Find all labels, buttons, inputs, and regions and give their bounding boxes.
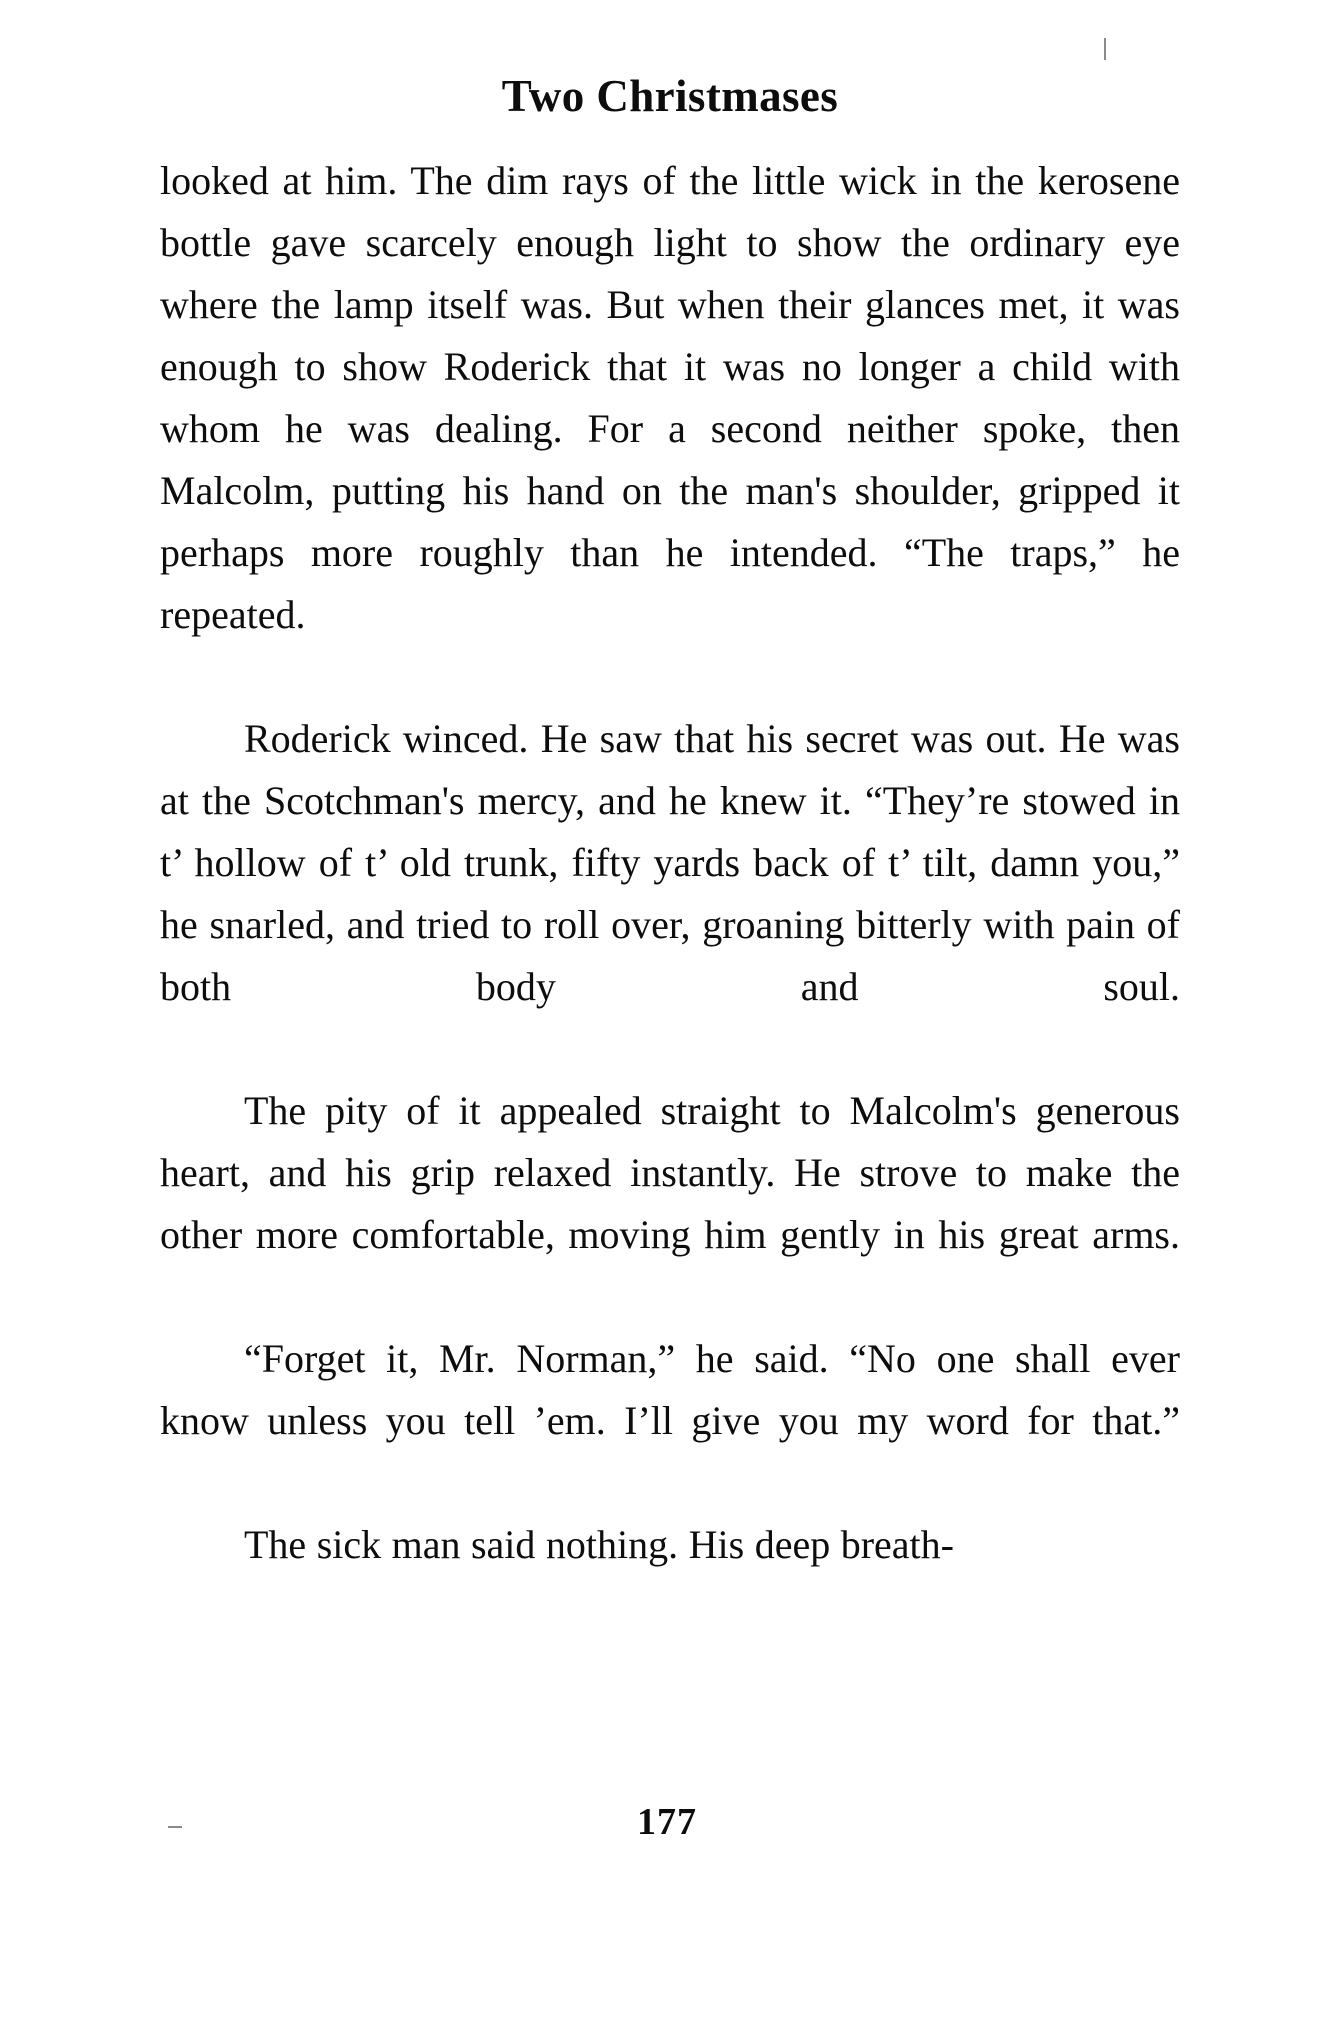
- running-head: Two Christmases: [501, 71, 839, 121]
- text-block: [160, 70, 1180, 1576]
- page-number: 177: [637, 1801, 697, 1843]
- paragraph-3: The pity of it appealed straight to Malcolm's generous heart, and his grip relaxed instantly. He strove to make the other more comfortable, moving him gently in his great arms.: [160, 1088, 1180, 1257]
- paragraph-2: Roderick winced. He saw that his secret was out. He was at the Scotchman's mercy, and he knew it. “They’re stowed in t’ hollow of t’ old trunk, fifty yards back of t’ tilt, damn you,” he snarled, and tried to roll over, groaning bitterly with pain of both body and soul.: [160, 716, 1180, 1009]
- paragraph-1: looked at him. The dim rays of the little wick in the kerosene bottle gave scarcely enough light to show the ordinary eye where the lamp itself was. But when their glances met, it was enough to show Roderick that it was no longer a child with whom he was dealing. For a second neither spoke, then Malcolm, putting his hand on the man's shoulder, gripped it perhaps more roughly than he intended. “The traps,” he repeated.: [160, 158, 1180, 637]
- body-text: [160, 150, 1180, 1576]
- paragraph-5: The sick man said nothing. His deep breath-: [244, 1522, 954, 1567]
- paragraph-4: “Forget it, Mr. Norman,” he said. “No one shall ever know unless you tell ’em. I’ll give you my word for that.”: [160, 1336, 1180, 1443]
- page-edge-mark-top: [1104, 38, 1106, 60]
